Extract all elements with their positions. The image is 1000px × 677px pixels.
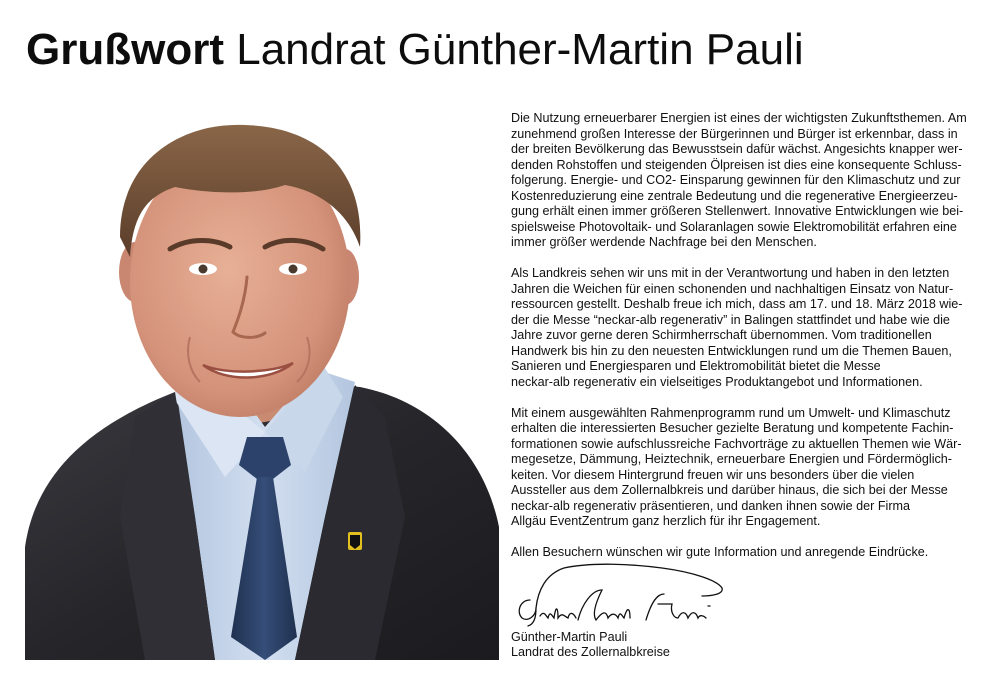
page-title <box>26 24 804 76</box>
paragraph-1: Die Nutzung erneuerbarer Energien ist eines der wichtigsten Zukunftsthemen. Am zunehmend großen Interesse der Bürgerinnen und Bürger ist erkennbar, dass in der breiten Bevölkerung das Bewusstsein dafür wächst. Angesichts knapper wer- denden Rohstoffen und steigenden Ölpreisen ist dies eine konsequente Schluss- folgerung. Energie- und CO2- Einsparung gewinnen für den Klimaschutz und zur Kostenreduzierung eine zentrale Bedeutung und die regenerative Energieerzeu- gung erhält einen immer größeren Stellenwert. Innovative Entwicklungen wie bei- spielsweise Photovoltaik- und Solaranlagen sowie Elektromobilität erfahren eine immer größer werdende Nachfrage bei den Menschen. <box>511 111 967 249</box>
paragraph-2: Als Landkreis sehen wir uns mit in der Verantwortung und haben in den letzten Jahren die Weichen für einen schonenden und nachhaltigen Einsatz von Natur- ressourcen gestellt. Deshalb freue ich mich, dass am 17. und 18. März 2018 wie- der die Messe “neckar-alb regenerativ” in Balingen stattfindet und habe wie die Jahre zuvor gerne deren Schirmherrschaft übernommen. Vom traditionellen Handwerk bis hin zu den neuesten Entwicklungen rund um die Themen Bauen, Sanieren und Energiesparen und Elektromobilität bietet die Messe neckar-alb regenerativ ein vielseitiges Produktangebot und Informationen. <box>511 266 963 389</box>
title-bold: Grußwort <box>26 25 224 74</box>
greeting-text <box>511 111 989 576</box>
signer-name: Günther-Martin Pauli <box>511 630 628 644</box>
title-rest: Landrat Günther-Martin Pauli <box>236 25 804 74</box>
paragraph-3: Mit einem ausgewählten Rahmenprogramm rund um Umwelt- und Klimaschutz erhalten die interessierten Besucher gezielte Beratung und kompetente Fachin- formationen sowie aufschlussreiche Fachvorträge zu aktuellen Themen wie Wär- megesetze, Dämmung, Heiztechnik, erneuerbare Energien und Fördermöglich- keiten. Vor diesem Hintergrund freuen wir uns besonders über die vielen Aussteller aus dem Zollernalbkreis und darüber hinaus, die sich bei der Messe neckar-alb regenerativ präsentieren, und danken ihnen sowie der Firma Allgäu EventZentrum ganz herzlich für ihr Engagement. <box>511 405 962 528</box>
handwritten-signature <box>512 560 724 628</box>
signer-role: Landrat des Zollernalbkreise <box>511 645 670 659</box>
paragraph-4: Allen Besuchern wünschen wir gute Information und anregende Eindrücke. <box>511 545 929 559</box>
portrait-photo <box>25 97 499 660</box>
